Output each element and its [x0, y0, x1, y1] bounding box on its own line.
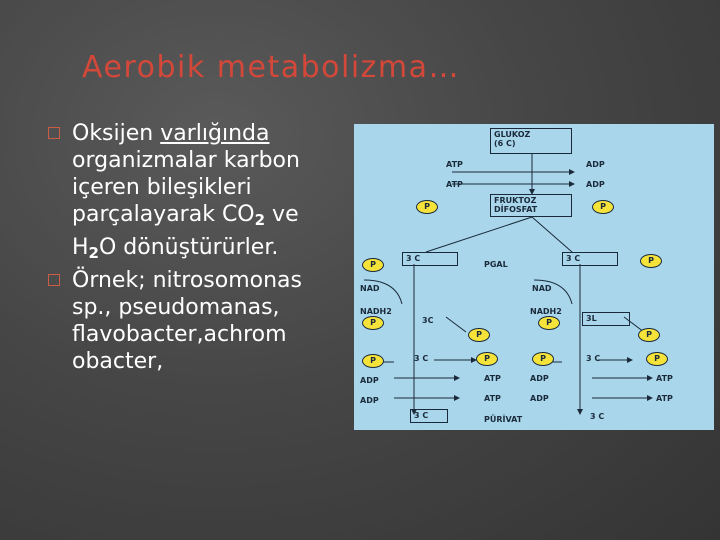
phosphate-icon: P	[640, 254, 662, 268]
atp-label: ATP	[656, 374, 673, 383]
atp-label: ATP	[446, 180, 463, 189]
adp-label: ADP	[530, 374, 549, 383]
phosphate-icon: P	[476, 352, 498, 366]
bullet-item	[48, 120, 348, 267]
three-carbon-label: 3C	[422, 316, 434, 325]
three-carbon-box: 3 C	[562, 252, 618, 266]
bullet-list	[48, 120, 348, 375]
adp-label: ADP	[586, 180, 605, 189]
pgal-label: PGAL	[484, 260, 508, 269]
phosphate-icon: P	[416, 200, 438, 214]
bullet-text: Oksijen varlığında organizmalar karbon içeren bileşikleri parçalayarak $CO_2$ ve $H_2O$ dönüştürürler.	[72, 121, 300, 262]
glycolysis-diagram	[354, 124, 714, 430]
fructose-box: FRUKTOZ DİFOSFAT	[490, 194, 572, 217]
phosphate-icon: P	[592, 200, 614, 214]
glucose-box: GLUKOZ (6 C)	[490, 128, 572, 154]
atp-label: ATP	[656, 394, 673, 403]
slide-title: Aerobik metabolizma…	[82, 50, 461, 85]
three-carbon-box: 3L	[582, 312, 630, 326]
three-carbon-box: 3 C	[410, 409, 448, 423]
box-bullet-icon	[48, 274, 60, 286]
adp-label: ADP	[360, 376, 379, 385]
atp-label: ATP	[446, 160, 463, 169]
adp-label: ADP	[586, 160, 605, 169]
phosphate-icon: P	[362, 354, 384, 368]
phosphate-icon: P	[532, 352, 554, 366]
phosphate-icon: P	[638, 328, 660, 342]
phosphate-icon: P	[362, 316, 384, 330]
adp-label: ADP	[530, 394, 549, 403]
three-carbon-box: 3 C	[402, 252, 458, 266]
adp-label: ADP	[360, 396, 379, 405]
three-carbon-label: 3 C	[590, 412, 605, 421]
three-carbon-label: 3 C	[414, 354, 429, 363]
bullet-text: Örnek; nitrosomonas sp., pseudomanas, flavobacter,achrom obacter,	[72, 268, 303, 374]
bullet-item	[48, 267, 348, 375]
nad-label: NAD	[532, 284, 552, 293]
phosphate-icon: P	[468, 328, 490, 342]
nadh2-label: NADH2	[360, 307, 392, 316]
phosphate-icon: P	[538, 316, 560, 330]
atp-label: ATP	[484, 394, 501, 403]
pyruvate-label: PÜRİVAT	[484, 415, 523, 424]
atp-label: ATP	[484, 374, 501, 383]
phosphate-icon: P	[646, 352, 668, 366]
nad-label: NAD	[360, 284, 380, 293]
phosphate-icon: P	[362, 258, 384, 272]
nadh2-label: NADH2	[530, 307, 562, 316]
three-carbon-label: 3 C	[586, 354, 601, 363]
box-bullet-icon	[48, 127, 60, 139]
diagram-lines	[354, 124, 714, 430]
